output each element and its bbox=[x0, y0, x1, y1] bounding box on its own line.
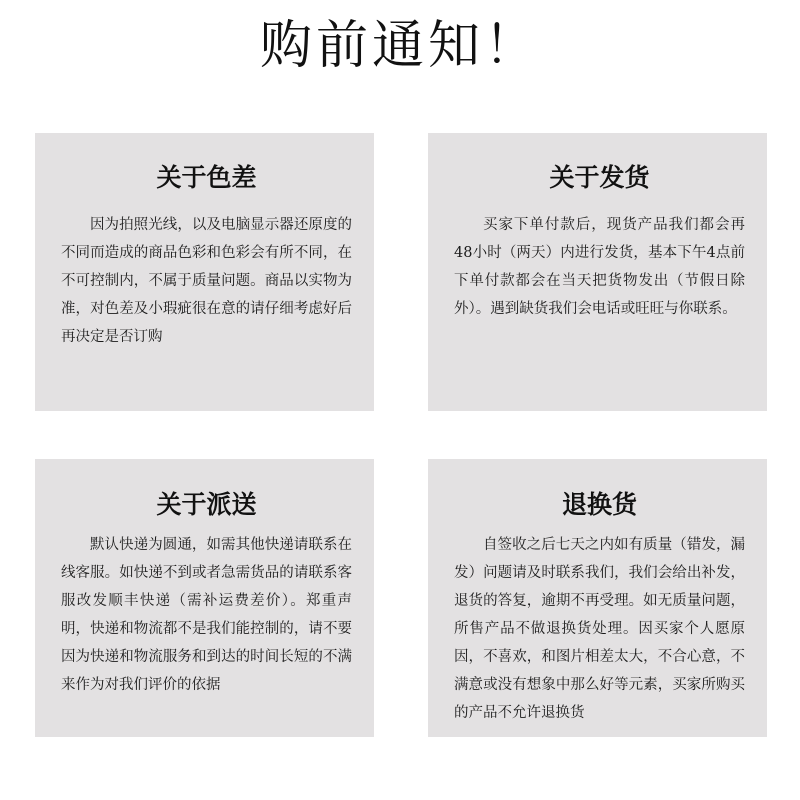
shipping-title: 关于发货 bbox=[549, 163, 650, 192]
courier-card bbox=[35, 459, 374, 737]
color-difference-card bbox=[35, 133, 374, 411]
returns-text: 自签收之后七天之内如有质量（错发，漏发）问题请及时联系我们，我们会给出补发，退货的答复，逾期不再受理。如无质量问题，所售产品不做退换货处理。因买家个人愿原因，不喜欢，和图片相差太大，不合心意，不满意或没有想象中那么好等元素，买家所购买的产品不允许退换货 bbox=[454, 537, 745, 721]
page-title: 购前通知！ bbox=[259, 16, 540, 76]
shipping-card bbox=[428, 133, 767, 411]
returns-card bbox=[428, 459, 767, 737]
returns-title: 退换货 bbox=[561, 490, 637, 519]
shipping-text: 买家下单付款后，现货产品我们都会再48小时（两天）内进行发货，基本下午4点前下单付款都会在当天把货物发出（节假日除外）。遇到缺货我们会电话或旺旺与你联系。 bbox=[454, 217, 745, 317]
color-difference-title: 关于色差 bbox=[156, 163, 257, 192]
courier-text: 默认快递为圆通，如需其他快递请联系在线客服。如快递不到或者急需货品的请联系客服改发顺丰快递（需补运费差价）。郑重声明，快递和物流都不是我们能控制的，请不要因为快递和物流服务和到达的时间长短的不满来作为对我们评价的依据 bbox=[61, 537, 352, 693]
courier-title: 关于派送 bbox=[156, 490, 257, 519]
color-difference-text: 因为拍照光线，以及电脑显示器还原度的不同而造成的商品色彩和色彩会有所不同，在不可控制内，不属于质量问题。商品以实物为准，对色差及小瑕疵很在意的请仔细考虑好后再决定是否订购 bbox=[61, 217, 352, 345]
